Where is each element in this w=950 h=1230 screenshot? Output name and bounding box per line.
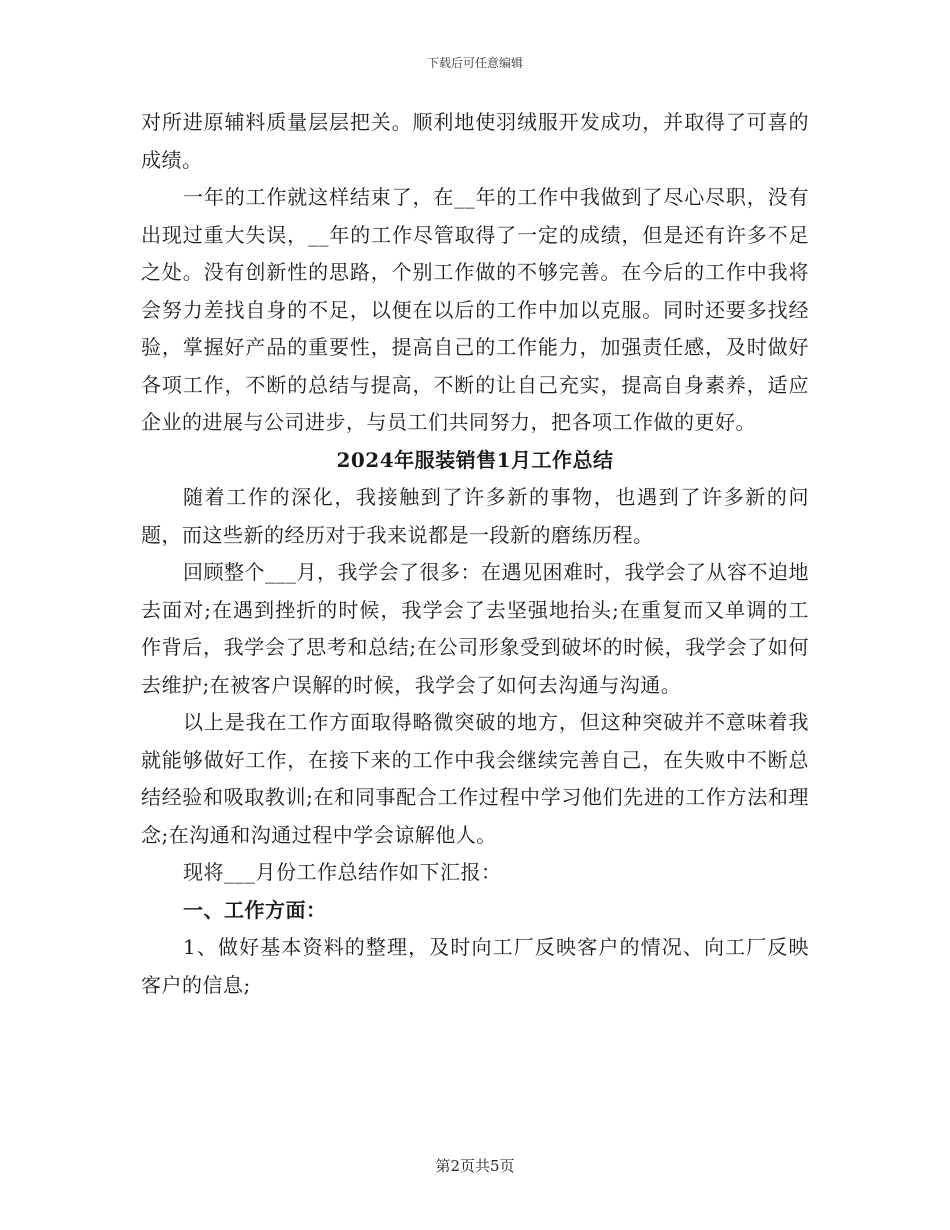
paragraph-3: 随着工作的深化，我接触到了许多新的事物，也遇到了许多新的问题，而这些新的经历对于我来说都是一段新的磨练历程。 (141, 485, 809, 547)
page-footer: 第2页共5页 (435, 1157, 515, 1175)
document-body (141, 104, 809, 1004)
page-header: 下载后可任意编辑 (426, 56, 523, 70)
section-title: 2024年服装销售1月工作总结 (336, 447, 614, 472)
paragraph-7: 1、做好基本资料的整理，及时向工厂反映客户的情况、向工厂反映客户的信息; (141, 935, 809, 997)
paragraph-2: 一年的工作就这样结束了，在__年的工作中我做到了尽心尽职，没有出现过重大失误，__年的工作尽管取得了一定的成绩，但是还有许多不足之处。没有创新性的思路，个别工作做的不够完善。在今后的工作中我将会努力差找自身的不足，以便在以后的工作中加以克服。同时还要多找经验，掌握好产品的重要性，提高自己的工作能力，加强责任感，及时做好各项工作，不断的总结与提高，不断的让自己充实，提高自身素养，适应企业的进展与公司进步，与员工们共同努力，把各项工作做的更好。 (141, 185, 809, 434)
paragraph-6: 现将___月份工作总结作如下汇报： (183, 860, 502, 884)
paragraph-5: 以上是我在工作方面取得略微突破的地方，但这种突破并不意味着我就能够做好工作，在接下来的工作中我会继续完善自己，在失败中不断总结经验和吸取教训;在和同事配合工作过程中学习他们先进的工作方法和理念;在沟通和沟通过程中学会谅解他人。 (141, 710, 809, 847)
paragraph-4: 回顾整个___月，我学会了很多：在遇见困难时，我学会了从容不迫地去面对;在遇到挫折的时候，我学会了去坚强地抬头;在重复而又单调的工作背后，我学会了思考和总结;在公司形象受到破坏的时候，我学会了如何去维护;在被客户误解的时候，我学会了如何去沟通与沟通。 (141, 560, 809, 697)
subheading-work: 一、工作方面： (183, 897, 327, 922)
paragraph-1: 对所进原辅料质量层层把关。顺利地使羽绒服开发成功，并取得了可喜的成绩。 (141, 110, 809, 172)
